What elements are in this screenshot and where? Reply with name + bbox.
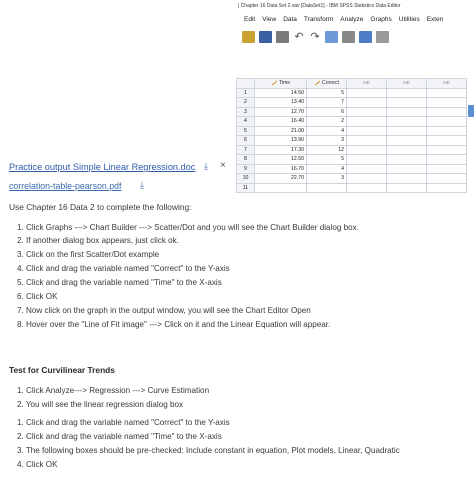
window-title: | Chapter 16 Data Set 2.sav [DataSet1] - IBM SPSS Statistics Data Editor bbox=[238, 3, 401, 9]
cell-correct[interactable]: 7 bbox=[307, 98, 347, 108]
download-icon[interactable]: ⤓ bbox=[204, 161, 208, 171]
data-grid bbox=[236, 78, 467, 193]
variable-icon[interactable] bbox=[325, 31, 338, 43]
cell-empty[interactable] bbox=[387, 98, 427, 108]
cell-empty[interactable] bbox=[347, 145, 387, 155]
step: 6. Click OK bbox=[17, 292, 58, 301]
row-number[interactable]: 2 bbox=[237, 98, 255, 108]
cell-empty[interactable] bbox=[387, 117, 427, 127]
table-row bbox=[237, 136, 467, 146]
row-number[interactable]: 10 bbox=[237, 174, 255, 184]
cell-empty[interactable] bbox=[427, 117, 467, 127]
menu-bar bbox=[232, 12, 474, 26]
cell-correct[interactable]: 2 bbox=[307, 117, 347, 127]
cell-empty[interactable] bbox=[347, 126, 387, 136]
print-icon[interactable] bbox=[276, 31, 289, 43]
menu-graphs[interactable]: Graphs bbox=[370, 15, 392, 23]
cell-time[interactable]: 16.70 bbox=[255, 164, 307, 174]
cell-correct[interactable]: 5 bbox=[307, 88, 347, 98]
row-number[interactable]: 7 bbox=[237, 145, 255, 155]
cell-empty[interactable] bbox=[347, 88, 387, 98]
cell-empty[interactable] bbox=[387, 126, 427, 136]
cell-empty[interactable] bbox=[427, 136, 467, 146]
cell-empty[interactable] bbox=[427, 174, 467, 184]
cell-empty[interactable] bbox=[347, 107, 387, 117]
cell-time[interactable]: 13.90 bbox=[255, 136, 307, 146]
cell-empty[interactable] bbox=[387, 136, 427, 146]
cell-empty[interactable] bbox=[427, 155, 467, 165]
cell-correct[interactable]: 6 bbox=[307, 107, 347, 117]
table-row bbox=[237, 88, 467, 98]
table-row bbox=[237, 164, 467, 174]
cell-empty[interactable] bbox=[387, 88, 427, 98]
row-number[interactable]: 6 bbox=[237, 136, 255, 146]
step: 4. Click and drag the variable named "Correct" to the Y-axis bbox=[17, 264, 230, 273]
scale-icon bbox=[314, 80, 320, 85]
cell-correct[interactable]: 3 bbox=[307, 136, 347, 146]
cell-time[interactable]: 13.40 bbox=[255, 98, 307, 108]
open-folder-icon[interactable] bbox=[242, 31, 255, 43]
step: 1. Click and drag the variable named "Correct" to the Y-axis bbox=[17, 418, 230, 427]
cell-empty[interactable] bbox=[347, 117, 387, 127]
cell-empty[interactable] bbox=[347, 174, 387, 184]
find-icon[interactable] bbox=[342, 31, 355, 43]
menu-transform[interactable]: Transform bbox=[303, 15, 334, 23]
menu-extensions[interactable]: Exten bbox=[426, 15, 444, 23]
table-row bbox=[237, 126, 467, 136]
cell-empty[interactable] bbox=[427, 145, 467, 155]
cell-time[interactable]: 21.00 bbox=[255, 126, 307, 136]
column-header-time[interactable]: Time bbox=[255, 79, 307, 89]
attachment-link-doc[interactable]: Practice output Simple Linear Regression.doc bbox=[9, 162, 196, 172]
cell-empty[interactable] bbox=[427, 126, 467, 136]
step: 2. You will see the linear regression dialog box bbox=[17, 400, 184, 409]
cell-empty[interactable] bbox=[387, 183, 427, 193]
step: 2. Click and drag the variable named "Time" to the X-axis bbox=[17, 432, 222, 441]
cell-time[interactable]: 12.50 bbox=[255, 155, 307, 165]
cell-empty[interactable] bbox=[347, 98, 387, 108]
step: 3. Click on the first Scatter/Dot example bbox=[17, 250, 160, 259]
data-view-icon[interactable] bbox=[468, 105, 474, 117]
cell-empty[interactable] bbox=[347, 183, 387, 193]
cell-time[interactable]: 16.40 bbox=[255, 117, 307, 127]
chart-bars-icon[interactable] bbox=[359, 31, 372, 43]
step: 8. Hover over the "Line of Fit image" ---> Click on it and the Linear Equation will appear. bbox=[17, 320, 331, 329]
menu-analyze[interactable]: Analyze bbox=[340, 15, 364, 23]
row-number[interactable]: 11 bbox=[237, 183, 255, 193]
row-number[interactable]: 4 bbox=[237, 117, 255, 127]
save-icon[interactable] bbox=[259, 31, 272, 43]
scale-icon bbox=[271, 80, 277, 85]
row-number[interactable]: 1 bbox=[237, 88, 255, 98]
cell-empty[interactable] bbox=[427, 183, 467, 193]
table-row bbox=[237, 117, 467, 127]
row-number[interactable]: 5 bbox=[237, 126, 255, 136]
cell-empty[interactable] bbox=[347, 164, 387, 174]
column-header-var[interactable]: var bbox=[387, 79, 427, 89]
menu-data[interactable]: Data bbox=[283, 15, 297, 23]
attachment-link-pdf[interactable]: correlation-table-pearson.pdf bbox=[9, 181, 122, 191]
row-number[interactable]: 3 bbox=[237, 107, 255, 117]
split-file-icon[interactable] bbox=[376, 31, 389, 43]
column-header-var[interactable]: var bbox=[427, 79, 467, 89]
toolbar bbox=[232, 27, 474, 47]
cell-empty[interactable] bbox=[387, 145, 427, 155]
cell-empty[interactable] bbox=[387, 174, 427, 184]
menu-view[interactable]: View bbox=[262, 15, 277, 23]
intro-text: Use Chapter 16 Data 2 to complete the following: bbox=[9, 202, 192, 212]
cell-empty[interactable] bbox=[427, 107, 467, 117]
step: 4. Click OK bbox=[17, 460, 58, 469]
row-number[interactable]: 8 bbox=[237, 155, 255, 165]
table-row bbox=[237, 183, 467, 193]
cell-empty[interactable] bbox=[427, 88, 467, 98]
table-row bbox=[237, 145, 467, 155]
redo-icon[interactable]: ↷ bbox=[310, 31, 320, 43]
menu-utilities[interactable]: Utilities bbox=[398, 15, 420, 23]
column-header-var[interactable]: var bbox=[347, 79, 387, 89]
table-row bbox=[237, 174, 467, 184]
cell-empty[interactable] bbox=[387, 107, 427, 117]
cell-time[interactable]: 14.50 bbox=[255, 88, 307, 98]
menu-edit[interactable]: Edit bbox=[244, 15, 256, 23]
cell-empty[interactable] bbox=[427, 98, 467, 108]
section-heading: Test for Curvilinear Trends bbox=[9, 365, 115, 375]
download-icon[interactable]: ⤓ bbox=[140, 180, 144, 190]
step: 1. Click Graphs ---> Chart Builder ---> Scatter/Dot and you will see the Chart Builder dialog box. bbox=[17, 223, 359, 232]
step: 7. Now click on the graph in the output window, you will see the Chart Editor Open bbox=[17, 306, 311, 315]
cell-empty[interactable] bbox=[387, 164, 427, 174]
step: 3. The following boxes should be pre-checked: Include constant in equation, Plot models, Linear, Quadratic bbox=[17, 446, 400, 455]
step: 5. Click and drag the variable named "Time" to the X-axis bbox=[17, 278, 222, 287]
table-row bbox=[237, 98, 467, 108]
cell-empty[interactable] bbox=[427, 164, 467, 174]
table-row bbox=[237, 107, 467, 117]
cell-correct[interactable]: 12 bbox=[307, 145, 347, 155]
cell-correct[interactable] bbox=[307, 183, 347, 193]
cell-correct[interactable]: 4 bbox=[307, 126, 347, 136]
cell-correct[interactable]: 5 bbox=[307, 155, 347, 165]
undo-icon[interactable]: ↶ bbox=[294, 31, 304, 43]
cell-time[interactable]: 12.70 bbox=[255, 107, 307, 117]
close-icon[interactable]: × bbox=[220, 160, 226, 171]
step: 2. If another dialog box appears, just click ok. bbox=[17, 236, 179, 245]
cell-correct[interactable]: 3 bbox=[307, 174, 347, 184]
cell-empty[interactable] bbox=[387, 155, 427, 165]
row-number[interactable]: 9 bbox=[237, 164, 255, 174]
cell-correct[interactable]: 4 bbox=[307, 164, 347, 174]
cell-empty[interactable] bbox=[347, 155, 387, 165]
step: 1. Click Analyze---> Regression ---> Curve Estimation bbox=[17, 386, 210, 395]
row-number-header bbox=[237, 79, 255, 89]
cell-time[interactable] bbox=[255, 183, 307, 193]
table-row bbox=[237, 155, 467, 165]
cell-time[interactable]: 22.70 bbox=[255, 174, 307, 184]
column-header-correct[interactable]: Correct bbox=[307, 79, 347, 89]
cell-time[interactable]: 17.30 bbox=[255, 145, 307, 155]
cell-empty[interactable] bbox=[347, 136, 387, 146]
